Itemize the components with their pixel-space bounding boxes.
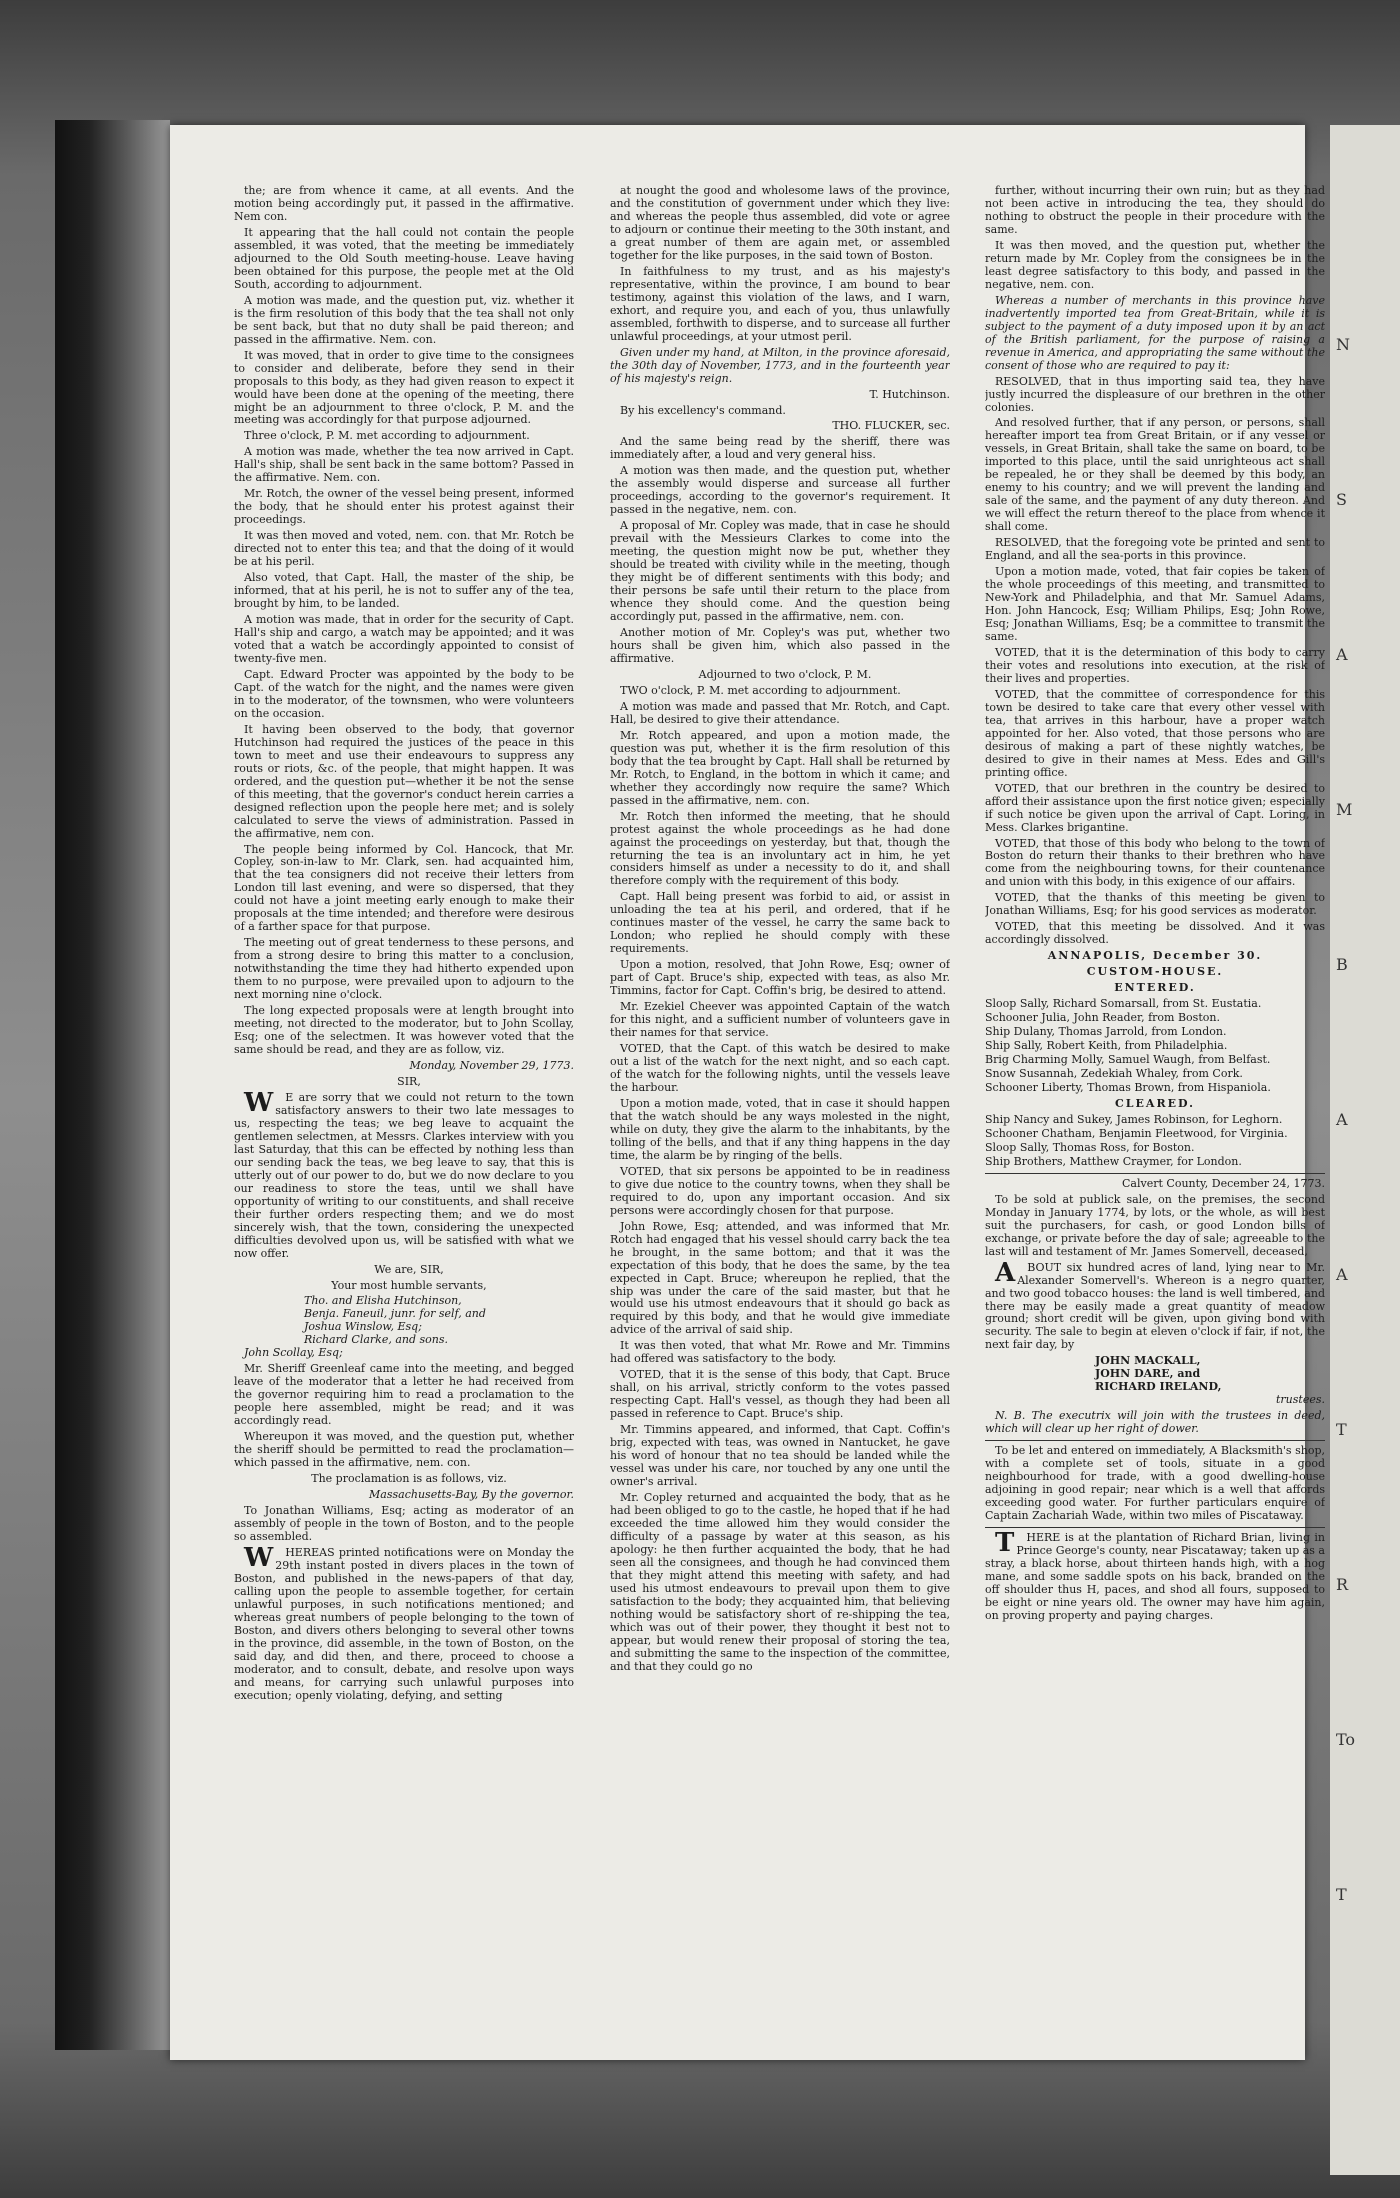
paragraph: Upon a motion made, voted, that fair copies be taken of the whole proceedings of this meeting, and transmitted to New-York and Philadelphia, and that Mr. Samuel Adams, Hon. John Hancock, Esq; William Philips, Esq; John Rowe, Esq; Jonathan Williams, Esq; be a committee to transmit the same.	[985, 565, 1325, 643]
paragraph: The people being informed by Col. Hancock, that Mr. Copley, son-in-law to Mr. Clark, sen. had acquainted him, that the tea consigners did not receive their letters from London till last evening, and were so dispersed, that they could not have a joint meeting early enough to make their proposals at the time intended; and therefore were desirous of a farther space for that purpose.	[234, 842, 574, 934]
paragraph: Mr. Rotch appeared, and upon a motion made, the question was put, whether it is the firm resolution of this body that the tea brought by Capt. Hall shall be returned by Mr. Rotch, to England, in the bottom in which it came; and whether they accordingly now require the same? Which passed in the affirmative, nem. con.	[610, 728, 950, 807]
cleared-entry: Sloop Sally, Thomas Ross, for Boston.	[985, 1140, 1195, 1154]
paragraph: The long expected proposals were at length brought into meeting, not directed to the moderator, but to John Scollay, Esq; one of the selectmen. It was however voted that the same should be read, and they are as follow, viz.	[234, 1004, 574, 1057]
paragraph: TWO o'clock, P. M. met according to adjournment.	[620, 683, 901, 697]
annapolis-dateline: ANNAPOLIS, December 30.	[1047, 949, 1263, 963]
ad1-trustees: trustees.	[1276, 1393, 1325, 1407]
entered-entry: Snow Susannah, Zedekiah Whaley, from Cork.	[985, 1067, 1243, 1080]
paragraph: A motion was made and passed that Mr. Rotch, and Capt. Hall, be desired to give their attendance.	[610, 699, 950, 726]
paragraph: It was then moved, and the question put, whether the return made by Mr. Copley from the consignees be in the least degree satisfactory to this body, and passed in the negative, nem. con.	[985, 238, 1325, 291]
letter-signature: Benja. Faneuil, junr. for self, and	[304, 1307, 486, 1321]
proclamation-body: WHEREAS printed notifications were on Monday the 29th instant posted in divers places in the town of Boston, and published in the news-papers of that day, calling upon the people to assemble together, for certain unlawful purposes, in such notifications mentioned; and whereas great numbers of people belonging to the town of Boston, and divers others belonging to several other towns in the province, did assemble, in the town of Boston, on the said day, and did then, and there, proceed to choose a moderator, and to consult, debate, and resolve upon ways and means, for carrying such unlawful purposes into execution; openly violating, defying, and setting	[234, 1542, 574, 1702]
ad3-body: THERE is at the plantation of Richard Brian, living in Prince George's county, near Piscataway; taken up as a stray, a black horse, about thirteen hands high, with a hog mane, and some saddle spots on his back, branded on the off shoulder thus H, paces, and shod all fours, supposed to be eight or nine years old. The owner may have him again, on proving property and paying charges.	[985, 1528, 1325, 1622]
paragraph: A motion was made, that in order for the security of Capt. Hall's ship and cargo, a watch may be appointed; and it was voted that a watch be accordingly appointed to consist of twenty-five men.	[234, 613, 574, 665]
paragraph: further, without incurring their own ruin; but as they had not been active in introducing the tea, they should do nothing to obstruct the people in their procedure with the same.	[985, 185, 1325, 236]
paragraph: Capt. Hall being present was forbid to aid, or assist in unloading the tea at his peril, and ordered, that if he continues master of the vessel, he carry the same back to London; who replied he should comply with these requirements.	[610, 890, 950, 956]
paragraph: Mr. Ezekiel Cheever was appointed Captain of the watch for this night, and a sufficient number of volunteers gave in their names for that service.	[610, 1000, 950, 1040]
edge-fragment: A	[1336, 1110, 1348, 1129]
letter-signature: Joshua Winslow, Esq;	[304, 1320, 422, 1334]
paragraph: Mr. Timmins appeared, and informed, that Capt. Coffin's brig, expected with teas, was owned in Nantucket, he gave his word of honour that no tea should be landed while the vessel was under his care, nor touched by any one until the owner's arrival.	[610, 1423, 950, 1489]
edge-fragment: S	[1336, 490, 1347, 509]
paragraph: VOTED, that those of this body who belong to the town of Boston do return their thanks to their brethren who have come from the neighbouring towns, for their countenance and union with this body, in this exigence of our affairs.	[985, 836, 1325, 889]
letter-close-2: Your most humble servants,	[331, 1278, 487, 1292]
edge-fragment: T	[1336, 1885, 1347, 1904]
edge-fragment: A	[1336, 1265, 1348, 1284]
paragraph: VOTED, that the committee of correspondence for this town be desired to take care that every other vessel with tea, that arrives in this harbour, have a proper watch appointed for her. Also voted, that those persons who are desirous of making a part of these nightly watches, be desired to give in their names at Mess. Edes and Gill's printing office.	[985, 687, 1325, 779]
paragraph: The meeting out of great tenderness to these persons, and from a strong desire to bring this matter to a conclusion, notwithstanding the time they had hitherto expended upon them to no purpose, were prevailed upon to adjourn to the next morning nine o'clock.	[234, 936, 574, 1002]
cleared-entry: Schooner Chatham, Benjamin Fleetwood, for Virginia.	[985, 1126, 1288, 1140]
proclamation-intro: The proclamation is as follows, viz.	[311, 1472, 507, 1486]
ad1-dateline: Calvert County, December 24, 1773.	[1122, 1176, 1325, 1190]
edge-fragment: R	[1336, 1575, 1349, 1594]
trustee-name: JOHN DARE, and	[1095, 1367, 1201, 1381]
ad1-body: To be sold at publick sale, on the premises, the second Monday in January 1774, by lots, or the whole, as will best suit the purchasers, for cash, or good London bills of exchange, or private before the day of sale; agreeable to the last will and testament of Mr. James Somervell, deceased,	[985, 1192, 1325, 1258]
letter-signature: Richard Clarke, and sons.	[304, 1333, 448, 1347]
entered-entry: Brig Charming Molly, Samuel Waugh, from Belfast.	[985, 1053, 1271, 1067]
paragraph: Whereupon it was moved, and the question put, whether the sheriff should be permitted to read the proclamation—which passed in the affirmative, nem. con.	[234, 1430, 574, 1470]
letter-body: WE are sorry that we could not return to the town satisfactory answers to their two late messages to us, respecting the teas; we beg leave to acquaint the gentlemen selectmen, at Messrs. Clarkes interview with you last Saturday, that this can be effected by nothing less than our sending back the teas, we beg leave to say, that this is utterly out of our power to do, but we do now declare to you our readiness to store the teas, until we shall have opportunity of writing to our constituents, and shall receive their further orders respecting them; and we do most sincerely wish, that the town, considering the unexpected difficulties devolved upon us, will be satisfied with what we now offer.	[234, 1087, 574, 1260]
entered-entry: Ship Dulany, Thomas Jarrold, from London.	[985, 1025, 1227, 1039]
paragraph: Another motion of Mr. Copley's was put, whether two hours shall be given him, which also passed in the affirmative.	[610, 626, 950, 665]
paragraph: VOTED, that the Capt. of this watch be desired to make out a list of the watch for the next night, and so each capt. of the watch for the following nights, until the vessels leave the harbour.	[610, 1042, 950, 1094]
edge-fragment: M	[1336, 800, 1353, 819]
edge-fragment: A	[1336, 645, 1348, 664]
customhouse-heading: CUSTOM-HOUSE.	[1086, 965, 1224, 979]
entered-entry: Ship Sally, Robert Keith, from Philadelphia.	[985, 1039, 1228, 1053]
cleared-entry: Ship Brothers, Matthew Craymer, for London.	[985, 1154, 1242, 1168]
paragraph: It was moved, that in order to give time to the consignees to consider and deliberate, before they send in their proposals to this body, as they had given reason to expect it would have been done at the opening of the meeting, there might be an adjournment to three o'clock, P. M. and the meeting was accordingly for that purpose adjourned.	[234, 348, 574, 427]
paragraph: Mr. Rotch then informed the meeting, that he should protest against the whole proceedings as he had done against the proceedings on yesterday, but that, though the returning the tea is an involuntary act in him, he yet considers himself as under a necessity to do it, and shall therefore comply with the requirement of this body.	[610, 809, 950, 888]
trustee-name: RICHARD IRELAND,	[1095, 1380, 1222, 1394]
paragraph: Mr. Rotch, the owner of the vessel being present, informed the body, that he should enter his protest against their proceedings.	[234, 487, 574, 527]
column-2	[610, 185, 950, 2035]
paragraph: It appearing that the hall could not contain the people assembled, it was voted, that the meeting be immediately adjourned to the Old South meeting-house. Leave having been obtained for this purpose, the people met at the Old South, according to adjournment.	[234, 225, 574, 291]
edge-fragment: To	[1336, 1730, 1356, 1749]
paragraph: A motion was then made, and the question put, whether the assembly would disperse and surcease all further proceedings, according to the governor's requirement. It passed in the negative, nem. con.	[610, 464, 950, 517]
paragraph: Upon a motion, resolved, that John Rowe, Esq; owner of part of Capt. Bruce's ship, expected with teas, as also Mr. Timmins, factor for Capt. Coffin's brig, be desired to attend.	[610, 958, 950, 998]
paragraph: It was then voted, that what Mr. Rowe and Mr. Timmins had offered was satisfactory to the body.	[610, 1339, 950, 1366]
paragraph: Mr. Sheriff Greenleaf came into the meeting, and begged leave of the moderator that a letter he had received from the governor requiring him to read a proclamation to the people here assembled, might be read; and it was accordingly read.	[234, 1362, 574, 1428]
proclamation-addressee: To Jonathan Williams, Esq; acting as moderator of an assembly of people in the town of Boston, and to the people so assembled.	[234, 1504, 574, 1543]
letter-addressee: John Scollay, Esq;	[244, 1346, 343, 1360]
paragraph: A motion was made, whether the tea now arrived in Capt. Hall's ship, shall be sent back in the same bottom? Passed in the affirmative. Nem. con.	[234, 445, 574, 485]
trustee-name: JOHN MACKALL,	[1095, 1354, 1201, 1368]
ad2-body: To be let and entered on immediately, A Blacksmith's shop, with a complete set of tools, situate in a good neighbourhood for trade, with a good dwelling-house adjoining in good repair; near which is a well that affords exceeding good water. For further particulars enquire of Captain Zachariah Wade, within two miles of Piscataway.	[985, 1444, 1325, 1523]
paragraph: VOTED, that six persons be appointed to be in readiness to give due notice to the country towns, when they shall be required to do, upon any important occasion. And six persons were accordingly chosen for that purpose.	[610, 1164, 950, 1217]
cleared-heading: CLEARED.	[1115, 1096, 1195, 1110]
paragraph: VOTED, that the thanks of this meeting be given to Jonathan Williams, Esq; for his good services as moderator.	[985, 891, 1325, 918]
paragraph: VOTED, that it is the determination of this body to carry their votes and resolutions into execution, at the risk of their lives and properties.	[985, 645, 1325, 685]
proclamation-secretary: THO. FLUCKER, sec.	[832, 419, 950, 433]
edge-fragment: N	[1336, 335, 1350, 354]
entered-heading: ENTERED.	[1114, 981, 1196, 995]
column-3	[985, 185, 1325, 2035]
letter-salutation: SIR,	[397, 1074, 421, 1088]
proclamation-given: Given under my hand, at Milton, in the province aforesaid, the 30th day of November, 1773, and in the fourteenth year of his majesty's reign.	[610, 345, 950, 385]
paragraph: Three o'clock, P. M. met according to adjournment.	[244, 429, 530, 443]
proclamation-signature: T. Hutchinson.	[869, 387, 950, 401]
entered-entry: Schooner Julia, John Reader, from Boston.	[985, 1011, 1220, 1025]
proclamation-command: By his excellency's command.	[620, 403, 786, 417]
entered-entry: Sloop Sally, Richard Somarsall, from St. Eustatia.	[985, 997, 1262, 1011]
paragraph: Also voted, that Capt. Hall, the master of the ship, be informed, that at his peril, he is not to suffer any of the tea, brought by him, to be landed.	[234, 571, 574, 611]
paragraph: It was then moved and voted, nem. con. that Mr. Rotch be directed not to enter this tea; and that the doing of it would be at his peril.	[234, 529, 574, 569]
whereas-merchants: Whereas a number of merchants in this province have inadvertently imported tea from Great-Britain, while it is subject to the payment of a duty imposed upon it by an act of the British parliament, for the purpose of raising a revenue in America, and appropriating the same without the consent of those who are required to pay it:	[985, 293, 1325, 372]
cleared-entry: Ship Nancy and Sukey, James Robinson, for Leghorn.	[985, 1112, 1283, 1126]
edge-fragment: T	[1336, 1420, 1347, 1439]
paragraph: It having been observed to the body, that governor Hutchinson had required the justices of the peace in this town to meet and use their endeavours to suppress any routs or riots, &c. of the people, that might happen. It was ordered, and the question put—whether it be not the sense of this meeting, that the governor's conduct herein carries a designed reflection upon the people here met; and is solely calculated to serve the views of administration. Passed in the affirmative, nem con.	[234, 722, 574, 840]
letter-date: Monday, November 29, 1773.	[409, 1059, 574, 1072]
letter-close-1: We are, SIR,	[374, 1262, 444, 1276]
paragraph: A proposal of Mr. Copley was made, that in case he should prevail with the Messieurs Clarkes to come into the meeting, the question might now be put, whether they should be treated with civility while in the meeting, though they might be of different sentiments with this body; and their persons be safe until their return to the place from whence they should come. And the question being accordingly put, passed in the affirmative, nem. con.	[610, 519, 950, 624]
divider	[985, 1173, 1325, 1174]
divider	[985, 1527, 1325, 1528]
ad1-body-2: ABOUT six hundred acres of land, lying near to Mr. Alexander Somervell's. Whereon is a negro quarter, and two good tobacco houses: the land is well timbered, and there may be easily made a great quantity of meadow ground; short credit will be given, upon giving bond with security. The sale to begin at eleven o'clock if fair, if not, the next fair day, by	[985, 1257, 1325, 1352]
paragraph: RESOLVED, that the foregoing vote be printed and sent to England, and all the sea-ports in this province.	[985, 536, 1325, 563]
proclamation-place: Massachusetts-Bay, By the governor.	[369, 1488, 574, 1502]
adjacent-page-edge	[1330, 125, 1400, 2175]
book-binding	[55, 120, 170, 2050]
paragraph: Capt. Edward Procter was appointed by the body to be Capt. of the watch for the night, and the names were given in to the moderator, of the townsmen, who were volunteers on the occasion.	[234, 667, 574, 720]
ad1-nb: N. B. The executrix will join with the trustees in deed, which will clear up her right of dower.	[985, 1409, 1325, 1436]
paragraph: Upon a motion made, voted, that in case it should happen that the watch should be any ways molested in the night, while on duty, they give the alarm to the inhabitants, by the tolling of the bells, and that if any thing happens in the day time, the alarm be by ringing of the bells.	[610, 1096, 950, 1162]
paragraph: VOTED, that this meeting be dissolved. And it was accordingly dissolved.	[985, 920, 1325, 947]
paragraph: In faithfulness to my trust, and as his majesty's representative, within the province, I am bound to bear testimony, against this violation of the laws, and I warn, exhort, and require you, and each of you, thus unlawfully assembled, forthwith to disperse, and to surcease all further unlawful proceedings, at your utmost peril.	[610, 264, 950, 343]
paragraph: at nought the good and wholesome laws of the province, and the constitution of government under which they live: and whereas the people thus assembled, did vote or agree to adjourn or continue their meeting to the 30th instant, and a great number of them are again met, or assembled together for the like purposes, in the said town of Boston.	[610, 185, 950, 262]
paragraph: VOTED, that our brethren in the country be desired to afford their assistance upon the first notice given; especially if such notice be given upon the arrival of Capt. Loring, in Mess. Clarkes brigantine.	[985, 781, 1325, 834]
entered-entry: Schooner Liberty, Thomas Brown, from Hispaniola.	[985, 1080, 1271, 1094]
divider	[985, 1440, 1325, 1441]
paragraph: John Rowe, Esq; attended, and was informed that Mr. Rotch had engaged that his vessel should carry back the tea he brought, in the same bottom; and that it was the expectation of this body, that he does the same, by the tea expected in Capt. Bruce; whereupon he replied, that the ship was under the care of the said master, but that he would use his utmost endeavours that it should go back as required by this body, and that he would give immediate advice of the arrival of said ship.	[610, 1219, 950, 1337]
paragraph: And the same being read by the sheriff, there was immediately after, a loud and very general hiss.	[610, 435, 950, 462]
paragraph: the; are from whence it came, at all events. And the motion being accordingly put, it passed in the affirmative. Nem con.	[234, 185, 574, 223]
letter-signature: Tho. and Elisha Hutchinson,	[304, 1294, 462, 1308]
adjourned-line: Adjourned to two o'clock, P. M.	[698, 667, 872, 681]
edge-fragment: B	[1336, 955, 1348, 974]
column-1	[234, 185, 574, 2035]
paragraph: Mr. Copley returned and acquainted the body, that as he had been obliged to go to the castle, he hoped that if he had exceeded the time allowed him they would consider the difficulty of a passage by water at this season, as his apology: he then further acquainted the body, that he had seen all the consignees, and though he had convinced them that they might attend this meeting with safety, and had used his utmost endeavours to prevail upon them to give satisfaction to the body; they acquainted him, that believing nothing would be satisfactory short of re-shipping the tea, which was out of their power, they thought it best not to appear, but would renew their proposal of storing the tea, and submitting the same to the inspection of the committee, and that they could go no	[610, 1491, 950, 1673]
paragraph: A motion was made, and the question put, viz. whether it is the firm resolution of this body that the tea shall not only be sent back, but that no duty shall be paid thereon; and passed in the affirmative. Nem. con.	[234, 293, 574, 346]
paragraph: VOTED, that it is the sense of this body, that Capt. Bruce shall, on his arrival, strictly conform to the votes passed respecting Capt. Hall's vessel, as though they had been all passed in reference to Capt. Bruce's ship.	[610, 1368, 950, 1421]
paragraph: RESOLVED, that in thus importing said tea, they have justly incurred the displeasure of our brethren in the other colonies.	[985, 374, 1325, 414]
paragraph: And resolved further, that if any person, or persons, shall hereafter import tea from Great Britain, or if any vessel or vessels, in Great Britain, shall take the same on board, to be imported to this place, until the said unrighteous act shall be repealed, he or they shall be deemed by this body, an enemy to his country; and we will prevent the landing and sale of the same, and the payment of any duty thereon. And we will effect the return thereof to the place from whence it shall come.	[985, 416, 1325, 534]
